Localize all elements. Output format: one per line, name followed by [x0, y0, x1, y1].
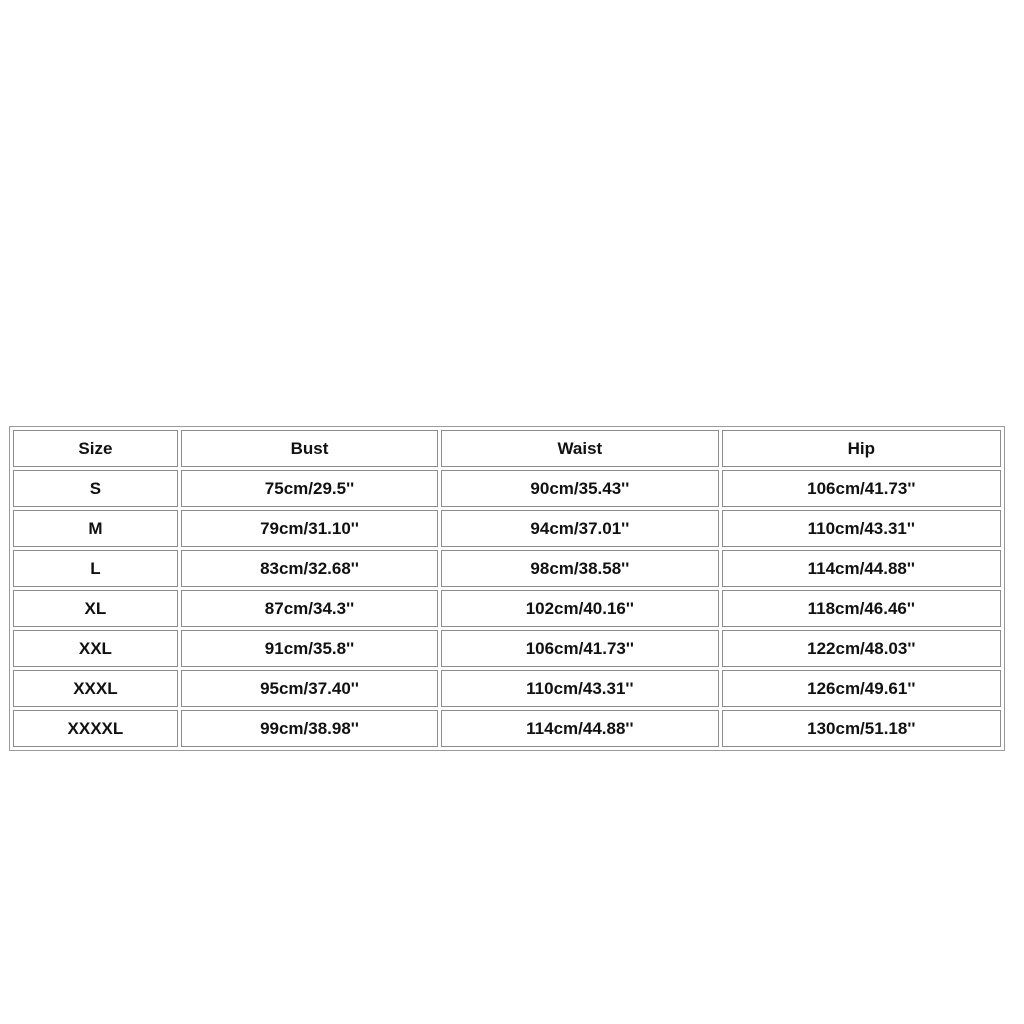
- header-size: Size: [13, 430, 178, 467]
- bust-cell: 91cm/35.8'': [181, 630, 438, 667]
- table-row: [13, 550, 1001, 587]
- size-cell: M: [13, 510, 178, 547]
- hip-cell: 114cm/44.88'': [722, 550, 1001, 587]
- table-row: [13, 590, 1001, 627]
- header-waist: Waist: [441, 430, 718, 467]
- hip-cell: 118cm/46.46'': [722, 590, 1001, 627]
- hip-cell: 122cm/48.03'': [722, 630, 1001, 667]
- size-cell: XXXL: [13, 670, 178, 707]
- bust-cell: 75cm/29.5'': [181, 470, 438, 507]
- bust-cell: 79cm/31.10'': [181, 510, 438, 547]
- hip-cell: 106cm/41.73'': [722, 470, 1001, 507]
- waist-cell: 94cm/37.01'': [441, 510, 718, 547]
- table-row: [13, 510, 1001, 547]
- table-row: [13, 710, 1001, 747]
- waist-cell: 106cm/41.73'': [441, 630, 718, 667]
- table-row: [13, 470, 1001, 507]
- table-row: [13, 670, 1001, 707]
- waist-cell: 114cm/44.88'': [441, 710, 718, 747]
- bust-cell: 99cm/38.98'': [181, 710, 438, 747]
- hip-cell: 130cm/51.18'': [722, 710, 1001, 747]
- size-cell: S: [13, 470, 178, 507]
- table-row: [13, 630, 1001, 667]
- header-bust: Bust: [181, 430, 438, 467]
- size-cell: L: [13, 550, 178, 587]
- bust-cell: 95cm/37.40'': [181, 670, 438, 707]
- hip-cell: 126cm/49.61'': [722, 670, 1001, 707]
- waist-cell: 90cm/35.43'': [441, 470, 718, 507]
- hip-cell: 110cm/43.31'': [722, 510, 1001, 547]
- bust-cell: 83cm/32.68'': [181, 550, 438, 587]
- waist-cell: 110cm/43.31'': [441, 670, 718, 707]
- size-cell: XXXXL: [13, 710, 178, 747]
- waist-cell: 102cm/40.16'': [441, 590, 718, 627]
- waist-cell: 98cm/38.58'': [441, 550, 718, 587]
- size-cell: XXL: [13, 630, 178, 667]
- size-cell: XL: [13, 590, 178, 627]
- bust-cell: 87cm/34.3'': [181, 590, 438, 627]
- table-header-row: [13, 430, 1001, 467]
- header-hip: Hip: [722, 430, 1001, 467]
- size-chart-table: [9, 426, 1005, 751]
